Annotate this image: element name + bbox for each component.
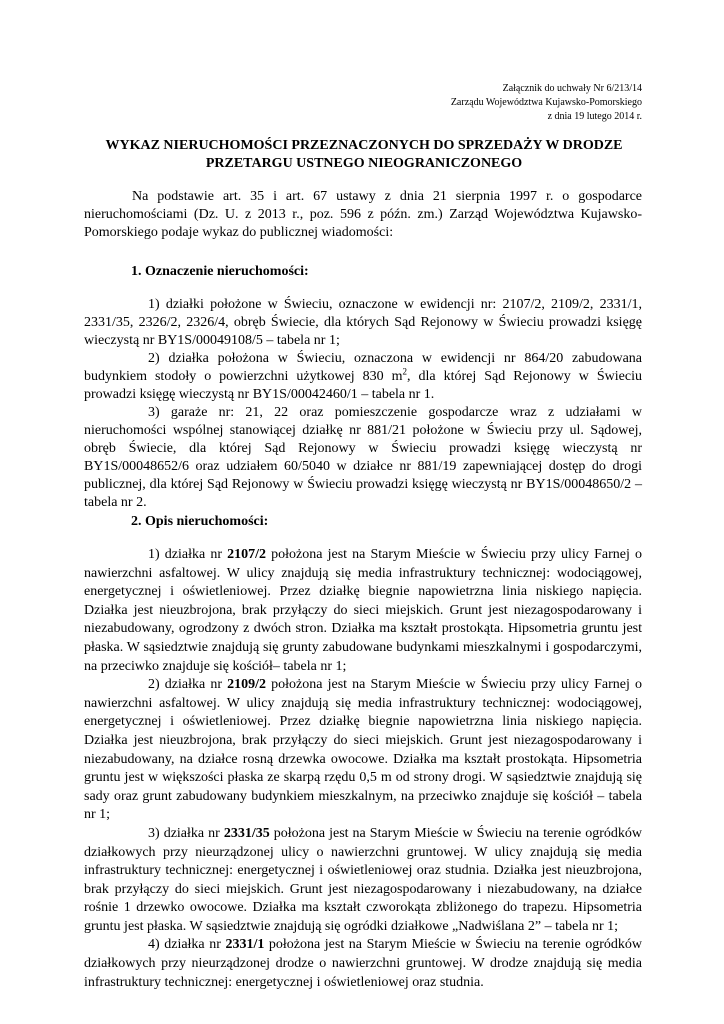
section-2-item-1-parcel-number: 2107/2 <box>227 547 267 562</box>
document-title-line-1: WYKAZ NIERUCHOMOŚCI PRZEZNACZONYCH DO SPRZEDAŻY W DRODZE <box>105 138 623 153</box>
attachment-note-line-2: Zarządu Województwa Kujawsko-Pomorskiego <box>450 97 642 108</box>
section-1-item-1: 1) działki położone w Świeciu, oznaczone w ewidencji nr: 2107/2, 2109/2, 2331/1, 2331/35, 2326/2, 2326/4, obręb Świecie, dla których Sąd Rejonowy w Świeciu prowadzi księgę wieczystą nr BY1S/00049108/5 – tabela nr 1; <box>84 297 642 348</box>
attachment-note-line-3: z dnia 19 lutego 2014 r. <box>547 111 642 122</box>
intro-paragraph: Na podstawie art. 35 i art. 67 ustawy z dnia 21 sierpnia 1997 r. o gospodarce nieruchomościami (Dz. U. z 2013 r., poz. 596 z późn. zm.) Zarząd Województwa Kujawsko-Pomorskiego podaje wykaz do publicznej wiadomości: <box>84 189 642 240</box>
section-2-item-2-parcel-number: 2109/2 <box>227 677 267 693</box>
section-1-heading: 1. Oznaczenie nieruchomości: <box>131 264 309 279</box>
section-2-item-1-text: położona jest na Starym Mieście w Świeciu przy ulicy Farnej o nawierzchni asfaltowej. W ulicy znajdują się media infrastruktury technicznej: wodociągowej, energetycznej i oświetleniowej. Przez działkę biegnie napowietrzna linia niskiego napięcia. Działka jest nieuzbrojona, brak przyłączy do sieci miejskich. Grunt jest niezagospodarowany i niezabudowany, ogrodzony z dwóch stron. Działka ma kształt prostokąta. Hipsometria gruntu jest płaska. W sąsiedztwie znajdują się grunty zabudowane budynkami mieszkalnymi i gospodarczymi, na przeciwko znajduje się kościół– tabela nr 1; <box>84 547 642 674</box>
section-2-item-3 <box>84 825 642 937</box>
section-1-item-2-superscript: 2 <box>402 366 408 377</box>
section-1-item-2-text-b: , dla której Sąd Rejonowy w Świeciu prowadzi księgę wieczystą nr BY1S/00042460/1 – tabela nr 1. <box>84 369 642 402</box>
section-1-item-2-text-a: 2) działka położona w Świeciu, oznaczona w ewidencji nr 864/20 zabudowana budynkiem stodoły o powierzchni użytkowej 830 m <box>84 351 642 384</box>
section-1-item-2 <box>84 350 642 404</box>
section-2-item-3-parcel-number: 2331/35 <box>223 825 270 841</box>
document-title <box>84 137 644 173</box>
section-2-item-2-prefix: 2) działka nr <box>148 677 228 693</box>
section-2-heading: 2. Opis nieruchomości: <box>131 514 269 529</box>
section-2-item-3-prefix: 3) działka nr <box>148 825 224 841</box>
section-2-item-4-prefix: 4) działka nr <box>148 937 226 953</box>
section-2-item-4-text: położona jest na Starym Mieście w Świeciu na terenie ogródków działkowych przy nieurządzonej drodze o nawierzchni gruntowej. W drodze znajdują się media infrastruktury technicznej: energetycznej i oświetleniowej oraz studnia. <box>84 937 643 990</box>
section-2-item-1-prefix: 1) działka nr <box>148 547 228 562</box>
section-2-item-3-text: położona jest na Starym Mieście w Świeciu na terenie ogródków działkowych przy nieurządzonej ulicy o nawierzchni gruntowej. W ulicy znajdują się media infrastruktury technicznej: energetycznej i oświetleniowej oraz studnia. Działka jest nieuzbrojona, brak przyłączy do sieci miejskich. Grunt jest niezagospodarowany i niezabudowany, na działce rośnie 1 drzewko owocowe. Działka ma kształt czworokąta zbliżonego do trapezu. Hipsometria gruntu jest płaska. W sąsiedztwie znajdują się ogródki działkowe „Nadwiślana 2” – tabela nr 1; <box>84 825 642 934</box>
section-2-item-4-parcel-number: 2331/1 <box>225 937 265 953</box>
section-1-body <box>84 296 642 512</box>
section-2-item-1 <box>84 546 642 676</box>
section-2-item-2-text: położona jest na Starym Mieście w Świeciu przy ulicy Farnej o nawierzchni asfaltowej. W ulicy znajdują się media infrastruktury technicznej: wodociągowej, energetycznej i oświetleniowej. Przez działkę biegnie napowietrzna linia niskiego napięcia. Działka jest nieuzbrojona, brak przyłączy do sieci miejskich. Grunt jest niezagospodarowany i niezabudowany, na działce rosną drzewka owocowe. Działka ma kształt prostokąta. Hipsometria gruntu jest w większości płaska ze skarpą rzędu 0,5 m od strony drogi. W sąsiedztwie znajdują się sady oraz grunt zabudowany budynkiem mieszkalnym, na przeciwko znajduje się kościół – tabela nr 1; <box>84 677 642 823</box>
attachment-note <box>451 82 642 124</box>
document-title-line-2: PRZETARGU USTNEGO NIEOGRANICZONEGO <box>205 156 523 171</box>
section-2-body <box>84 546 642 992</box>
section-2-item-2 <box>84 676 642 825</box>
section-2-item-4 <box>84 936 642 992</box>
section-1-item-3: 3) garaże nr: 21, 22 oraz pomieszczenie gospodarcze wraz z udziałami w nieruchomości wspólnej stanowiącej działkę nr 881/21 położone w Świeciu przy ul. Sądowej, obręb Świecie, dla której Sąd Rejonowy w Świeciu prowadzi księgę wieczystą nr BY1S/00048652/6 oraz udziałem 60/5040 w działce nr 881/19 zapewniającej dostęp do drogi publicznej, dla której Sąd Rejonowy w Świeciu prowadzi księgę wieczystą nr BY1S/00048650/2 – tabela nr 2. <box>84 405 642 510</box>
attachment-note-line-1: Załącznik do uchwały Nr 6/213/14 <box>502 83 642 94</box>
